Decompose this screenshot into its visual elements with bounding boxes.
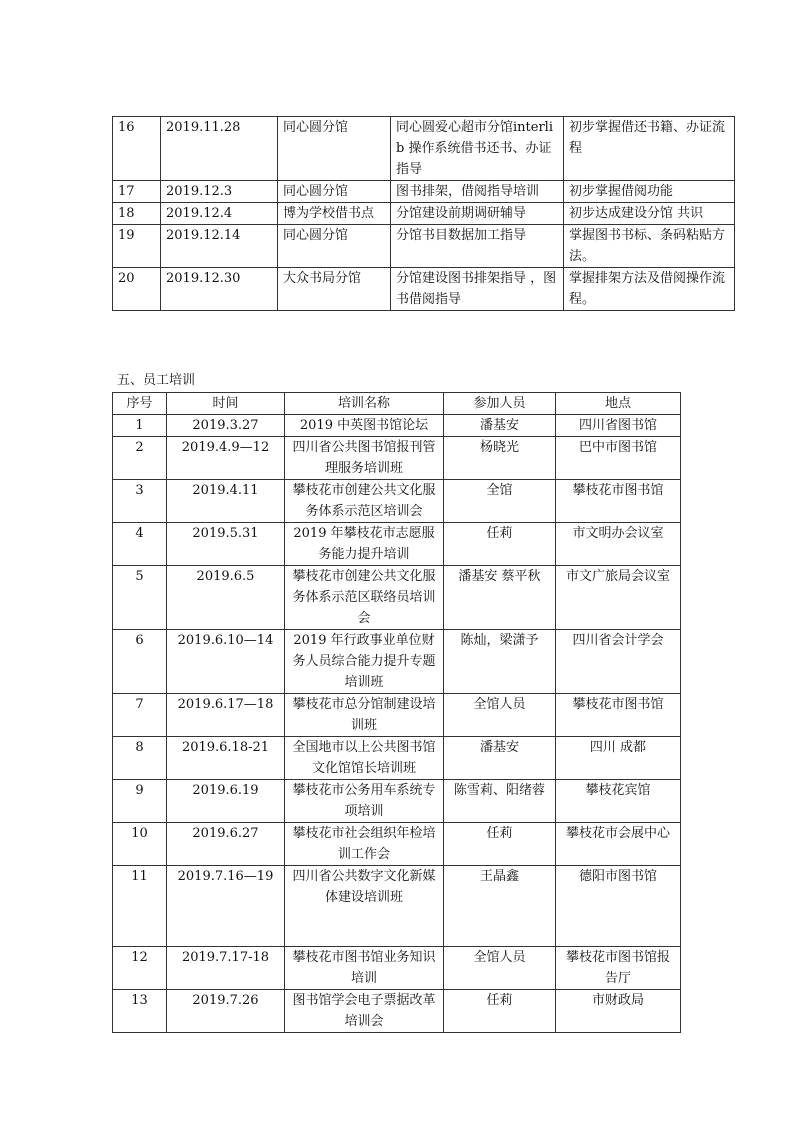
result-cell: 掌握图书书标、条码粘贴方法。 bbox=[564, 225, 735, 268]
date-cell: 2019.12.14 bbox=[161, 225, 278, 268]
row-number: 17 bbox=[113, 181, 161, 203]
location-cell: 德阳市图书馆 bbox=[556, 866, 681, 947]
training-table bbox=[112, 392, 681, 1033]
location-cell: 攀枝花市图书馆 bbox=[556, 480, 681, 523]
time-cell: 2019.6.17—18 bbox=[167, 694, 285, 737]
table-header-row bbox=[113, 393, 681, 415]
location-cell: 四川省图书馆 bbox=[556, 415, 681, 437]
table-row bbox=[113, 225, 735, 268]
content-cell: 分馆书目数据加工指导 bbox=[391, 225, 564, 268]
time-cell: 2019.5.31 bbox=[167, 523, 285, 566]
row-number: 12 bbox=[113, 947, 167, 990]
time-cell: 2019.7.17-18 bbox=[167, 947, 285, 990]
content-cell: 分馆建设前期调研辅导 bbox=[391, 203, 564, 225]
result-cell: 掌握排架方法及借阅操作流程。 bbox=[564, 268, 735, 311]
row-number: 11 bbox=[113, 866, 167, 947]
content-cell: 同心圆爱心超市分馆interlib 操作系统借书还书、办证指导 bbox=[391, 117, 564, 181]
row-number: 8 bbox=[113, 737, 167, 780]
row-number: 5 bbox=[113, 566, 167, 630]
table-row bbox=[113, 181, 735, 203]
row-number: 3 bbox=[113, 480, 167, 523]
row-number: 20 bbox=[113, 268, 161, 311]
row-number: 6 bbox=[113, 630, 167, 694]
row-number: 16 bbox=[113, 117, 161, 181]
table-row bbox=[113, 737, 681, 780]
row-number: 1 bbox=[113, 415, 167, 437]
participants-cell: 陈雪莉、阳绪蓉 bbox=[444, 780, 556, 823]
table-row bbox=[113, 694, 681, 737]
training-name-cell: 攀枝花市总分馆制建设培训班 bbox=[285, 694, 444, 737]
time-cell: 2019.7.26 bbox=[167, 990, 285, 1033]
header-location: 地点 bbox=[556, 393, 681, 415]
result-cell: 初步掌握借还书籍、办证流程 bbox=[564, 117, 735, 181]
training-name-cell: 攀枝花市图书馆业务知识培训 bbox=[285, 947, 444, 990]
participants-cell: 全馆人员 bbox=[444, 694, 556, 737]
training-name-cell: 2019 年攀枝花市志愿服务能力提升培训 bbox=[285, 523, 444, 566]
location-cell: 市财政局 bbox=[556, 990, 681, 1033]
time-cell: 2019.4.11 bbox=[167, 480, 285, 523]
row-number: 10 bbox=[113, 823, 167, 866]
date-cell: 2019.12.3 bbox=[161, 181, 278, 203]
content-cell: 分馆建设图书排架指导 ，图书借阅指导 bbox=[391, 268, 564, 311]
location-cell: 市文明办会议室 bbox=[556, 523, 681, 566]
training-name-cell: 四川省公共图书馆报刊管理服务培训班 bbox=[285, 437, 444, 480]
branch-cell: 博为学校借书点 bbox=[278, 203, 391, 225]
participants-cell: 王晶鑫 bbox=[444, 866, 556, 947]
result-cell: 初步达成建设分馆 共识 bbox=[564, 203, 735, 225]
location-cell: 巴中市图书馆 bbox=[556, 437, 681, 480]
table-row bbox=[113, 523, 681, 566]
table-row bbox=[113, 437, 681, 480]
participants-cell: 潘基安 蔡平秋 bbox=[444, 566, 556, 630]
training-name-cell: 全国地市以上公共图书馆文化馆馆长培训班 bbox=[285, 737, 444, 780]
table-row bbox=[113, 203, 735, 225]
date-cell: 2019.12.4 bbox=[161, 203, 278, 225]
participants-cell: 任莉 bbox=[444, 990, 556, 1033]
time-cell: 2019.6.10—14 bbox=[167, 630, 285, 694]
date-cell: 2019.12.30 bbox=[161, 268, 278, 311]
time-cell: 2019.6.18-21 bbox=[167, 737, 285, 780]
location-cell: 市文广旅局会议室 bbox=[556, 566, 681, 630]
participants-cell: 全馆人员 bbox=[444, 947, 556, 990]
row-number: 18 bbox=[113, 203, 161, 225]
table-row bbox=[113, 566, 681, 630]
row-number: 7 bbox=[113, 694, 167, 737]
training-name-cell: 攀枝花市社会组织年检培训工作会 bbox=[285, 823, 444, 866]
location-cell: 攀枝花宾馆 bbox=[556, 780, 681, 823]
header-participants: 参加人员 bbox=[444, 393, 556, 415]
date-cell: 2019.11.28 bbox=[161, 117, 278, 181]
time-cell: 2019.4.9—12 bbox=[167, 437, 285, 480]
header-index: 序号 bbox=[113, 393, 167, 415]
location-cell: 攀枝花市图书馆报告厅 bbox=[556, 947, 681, 990]
table-row bbox=[113, 780, 681, 823]
header-time: 时间 bbox=[167, 393, 285, 415]
table-row bbox=[113, 947, 681, 990]
participants-cell: 全馆 bbox=[444, 480, 556, 523]
row-number: 2 bbox=[113, 437, 167, 480]
row-number: 19 bbox=[113, 225, 161, 268]
training-name-cell: 2019 年行政事业单位财务人员综合能力提升专题培训班 bbox=[285, 630, 444, 694]
branch-cell: 同心圆分馆 bbox=[278, 117, 391, 181]
time-cell: 2019.7.16—19 bbox=[167, 866, 285, 947]
location-cell: 攀枝花市会展中心 bbox=[556, 823, 681, 866]
training-name-cell: 攀枝花市创建公共文化服务体系示范区联络员培训会 bbox=[285, 566, 444, 630]
row-number: 13 bbox=[113, 990, 167, 1033]
table-row bbox=[113, 480, 681, 523]
header-training-name: 培训名称 bbox=[285, 393, 444, 415]
training-name-cell: 四川省公共数字文化新媒体建设培训班 bbox=[285, 866, 444, 947]
table-row bbox=[113, 990, 681, 1033]
training-name-cell: 攀枝花市公务用车系统专项培训 bbox=[285, 780, 444, 823]
table-row bbox=[113, 866, 681, 947]
schedule-table bbox=[112, 116, 735, 311]
table-row bbox=[113, 823, 681, 866]
participants-cell: 任莉 bbox=[444, 523, 556, 566]
time-cell: 2019.6.5 bbox=[167, 566, 285, 630]
result-cell: 初步掌握借阅功能 bbox=[564, 181, 735, 203]
row-number: 9 bbox=[113, 780, 167, 823]
content-cell: 图书排架，借阅指导培训 bbox=[391, 181, 564, 203]
time-cell: 2019.6.27 bbox=[167, 823, 285, 866]
participants-cell: 杨晓光 bbox=[444, 437, 556, 480]
time-cell: 2019.3.27 bbox=[167, 415, 285, 437]
participants-cell: 潘基安 bbox=[444, 737, 556, 780]
table-row bbox=[113, 415, 681, 437]
row-number: 4 bbox=[113, 523, 167, 566]
participants-cell: 任莉 bbox=[444, 823, 556, 866]
time-cell: 2019.6.19 bbox=[167, 780, 285, 823]
branch-cell: 同心圆分馆 bbox=[278, 181, 391, 203]
section-title: 五、员工培训 bbox=[117, 373, 196, 388]
training-name-cell: 图书馆学会电子票据改革培训会 bbox=[285, 990, 444, 1033]
branch-cell: 大众书局分馆 bbox=[278, 268, 391, 311]
location-cell: 攀枝花市图书馆 bbox=[556, 694, 681, 737]
training-name-cell: 攀枝花市创建公共文化服务体系示范区培训会 bbox=[285, 480, 444, 523]
branch-cell: 同心圆分馆 bbox=[278, 225, 391, 268]
table-row bbox=[113, 117, 735, 181]
table-row bbox=[113, 268, 735, 311]
participants-cell: 潘基安 bbox=[444, 415, 556, 437]
location-cell: 四川 成都 bbox=[556, 737, 681, 780]
participants-cell: 陈灿，梁潇予 bbox=[444, 630, 556, 694]
table-row bbox=[113, 630, 681, 694]
training-name-cell: 2019 中英图书馆论坛 bbox=[285, 415, 444, 437]
location-cell: 四川省会计学会 bbox=[556, 630, 681, 694]
